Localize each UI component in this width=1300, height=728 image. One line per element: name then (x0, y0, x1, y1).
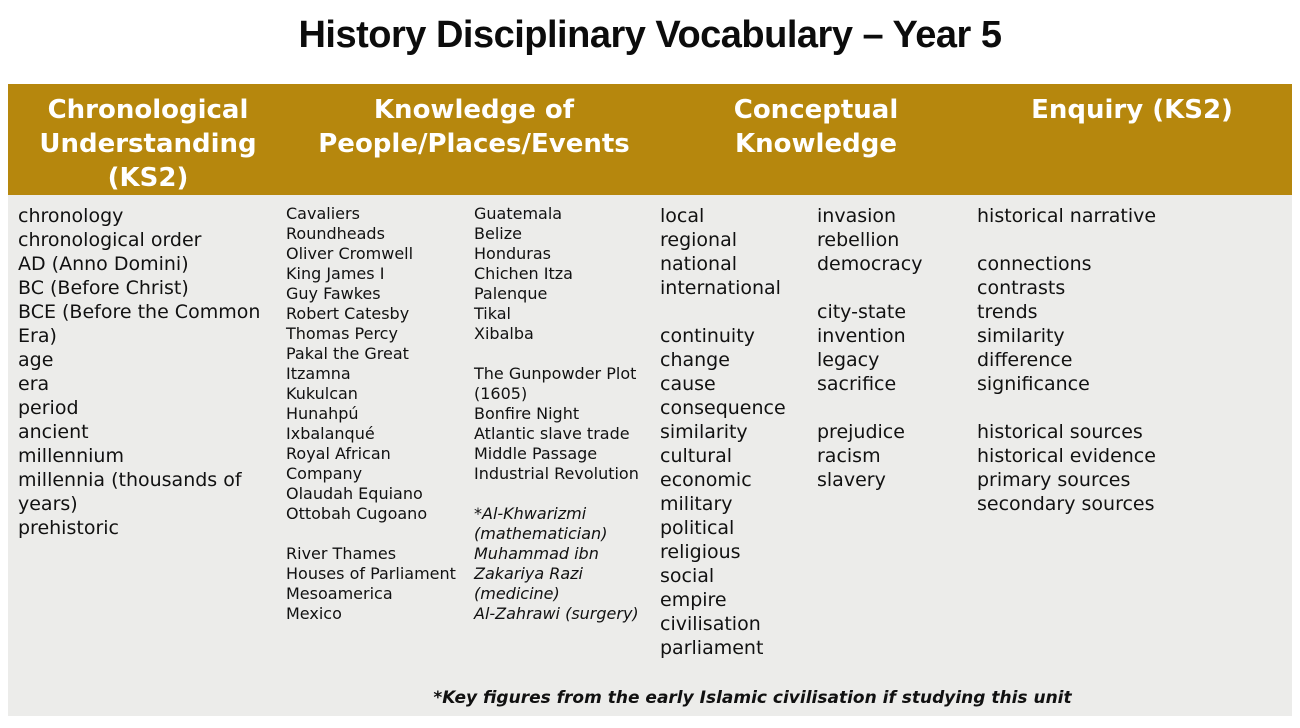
vocab-term: historical evidence (977, 445, 1156, 467)
vocab-term: Hunahpú (286, 404, 359, 423)
vocab-term: The Gunpowder Plot (1605) (474, 364, 637, 403)
vocab-term: prejudice (817, 421, 905, 443)
footnote: *Key figures from the early Islamic civilisation if studying this unit (433, 688, 1072, 708)
vocab-term: Cavaliers (286, 204, 360, 223)
knowledge-places-column (474, 204, 660, 660)
vocab-term: political (660, 517, 735, 539)
vocab-term (660, 300, 817, 324)
vocab-term: Palenque (474, 284, 548, 303)
vocab-term: AD (Anno Domini) (18, 253, 189, 275)
islamic-figures-list (474, 504, 646, 624)
vocab-term: Industrial Revolution (474, 464, 639, 483)
vocab-term: Tikal (474, 304, 511, 323)
vocab-columns (8, 195, 1292, 660)
vocab-term: sacrifice (817, 373, 897, 395)
vocab-term: cultural (660, 445, 732, 467)
header-knowledge-people-places-events (288, 84, 660, 195)
header-label: Knowledge of People/Places/Events (318, 95, 630, 159)
vocab-term: empire (660, 589, 727, 611)
vocab-term: chronological order (18, 229, 202, 251)
vocab-term: Robert Catesby (286, 304, 410, 323)
vocab-term: parliament (660, 637, 764, 659)
header-label: Conceptual Knowledge (733, 95, 899, 159)
vocab-term: change (660, 349, 730, 371)
vocab-term: similarity (660, 421, 748, 443)
vocab-term: BCE (Before the Common Era) (18, 301, 261, 347)
vocab-term: Chichen Itza (474, 264, 573, 283)
vocab-term: Mexico (286, 604, 342, 623)
vocab-term: trends (977, 301, 1038, 323)
vocab-term: Olaudah Equiano (286, 484, 423, 503)
vocab-term: international (660, 277, 781, 299)
table-body (8, 195, 1292, 716)
vocab-term: ancient (18, 421, 89, 443)
vocab-term: slavery (817, 469, 886, 491)
vocab-term (977, 228, 1292, 252)
vocab-term: racism (817, 445, 881, 467)
vocab-term: economic (660, 469, 752, 491)
header-label: Enquiry (KS2) (1031, 95, 1233, 125)
vocab-term: legacy (817, 349, 880, 371)
vocab-term (286, 524, 466, 544)
header-label: Chronological Understanding (KS2) (39, 95, 257, 193)
vocab-term: prehistoric (18, 517, 119, 539)
vocab-term: Royal African Company (286, 444, 391, 483)
vocab-term: Muhammad ibn Zakariya Razi (medicine) (474, 544, 599, 603)
vocab-term: Ixbalanqué (286, 424, 375, 443)
vocab-term: rebellion (817, 229, 900, 251)
vocab-term: similarity (977, 325, 1065, 347)
vocab-term: social (660, 565, 715, 587)
vocab-term: Oliver Cromwell (286, 244, 414, 263)
knowledge-places-list (474, 204, 646, 484)
vocab-term (977, 396, 1292, 420)
knowledge-people-list (286, 204, 474, 660)
vocab-term: Houses of Parliament (286, 564, 456, 583)
vocab-term: democracy (817, 253, 923, 275)
conceptual-list-b (817, 204, 977, 660)
vocab-term: Mesoamerica (286, 584, 393, 603)
vocab-term: consequence (660, 397, 786, 419)
vocab-term: invasion (817, 205, 897, 227)
vocab-term: millennia (thousands of years) (18, 469, 242, 515)
header-enquiry (972, 84, 1292, 195)
vocab-term: BC (Before Christ) (18, 277, 189, 299)
vocab-term: connections (977, 253, 1092, 275)
vocab-term: Middle Passage (474, 444, 598, 463)
header-conceptual-knowledge (660, 84, 972, 195)
conceptual-list-a (660, 204, 817, 660)
vocab-term: Guy Fawkes (286, 284, 381, 303)
vocab-term: Pakal the Great (286, 344, 409, 363)
vocab-term: historical narrative (977, 205, 1157, 227)
vocab-term: *Al-Khwarizmi (mathematician) (474, 504, 608, 543)
vocab-term (817, 396, 977, 420)
vocab-term: local (660, 205, 705, 227)
vocab-term: Kukulcan (286, 384, 358, 403)
vocab-term: primary sources (977, 469, 1131, 491)
vocab-term: chronology (18, 205, 124, 227)
vocab-term: Al-Zahrawi (surgery) (474, 604, 639, 623)
vocab-term: Itzamna (286, 364, 351, 383)
vocab-term: continuity (660, 325, 755, 347)
vocab-term: Guatemala (474, 204, 563, 223)
table-header-band (8, 84, 1292, 195)
page-title: History Disciplinary Vocabulary – Year 5 (298, 14, 1002, 56)
vocab-term: historical sources (977, 421, 1143, 443)
enquiry-list (977, 204, 1292, 660)
vocab-term: invention (817, 325, 906, 347)
vocab-term: Belize (474, 224, 522, 243)
vocab-term: Atlantic slave trade (474, 424, 630, 443)
vocab-term: regional (660, 229, 738, 251)
vocab-term: Xibalba (474, 324, 534, 343)
vocab-term: secondary sources (977, 493, 1155, 515)
vocab-term: Bonfire Night (474, 404, 580, 423)
vocab-term (817, 276, 977, 300)
vocab-term: cause (660, 373, 716, 395)
vocab-term: millennium (18, 445, 124, 467)
vocab-term: religious (660, 541, 741, 563)
vocab-term: period (18, 397, 79, 419)
vocab-term: civilisation (660, 613, 761, 635)
vocab-term: King James I (286, 264, 385, 283)
vocab-term: River Thames (286, 544, 397, 563)
vocab-term: Ottobah Cugoano (286, 504, 428, 523)
vocab-term: Roundheads (286, 224, 385, 243)
vocab-term: Thomas Percy (286, 324, 398, 343)
vocab-term: city-state (817, 301, 907, 323)
vocab-term: significance (977, 373, 1090, 395)
vocab-term: contrasts (977, 277, 1066, 299)
vocab-term: military (660, 493, 733, 515)
vocab-term: era (18, 373, 50, 395)
vocab-term: national (660, 253, 738, 275)
vocab-term: difference (977, 349, 1073, 371)
vocab-term: age (18, 349, 54, 371)
header-chronological-understanding (8, 84, 288, 195)
vocab-term (474, 344, 646, 364)
vocab-term: Honduras (474, 244, 551, 263)
chronological-list (18, 204, 286, 660)
